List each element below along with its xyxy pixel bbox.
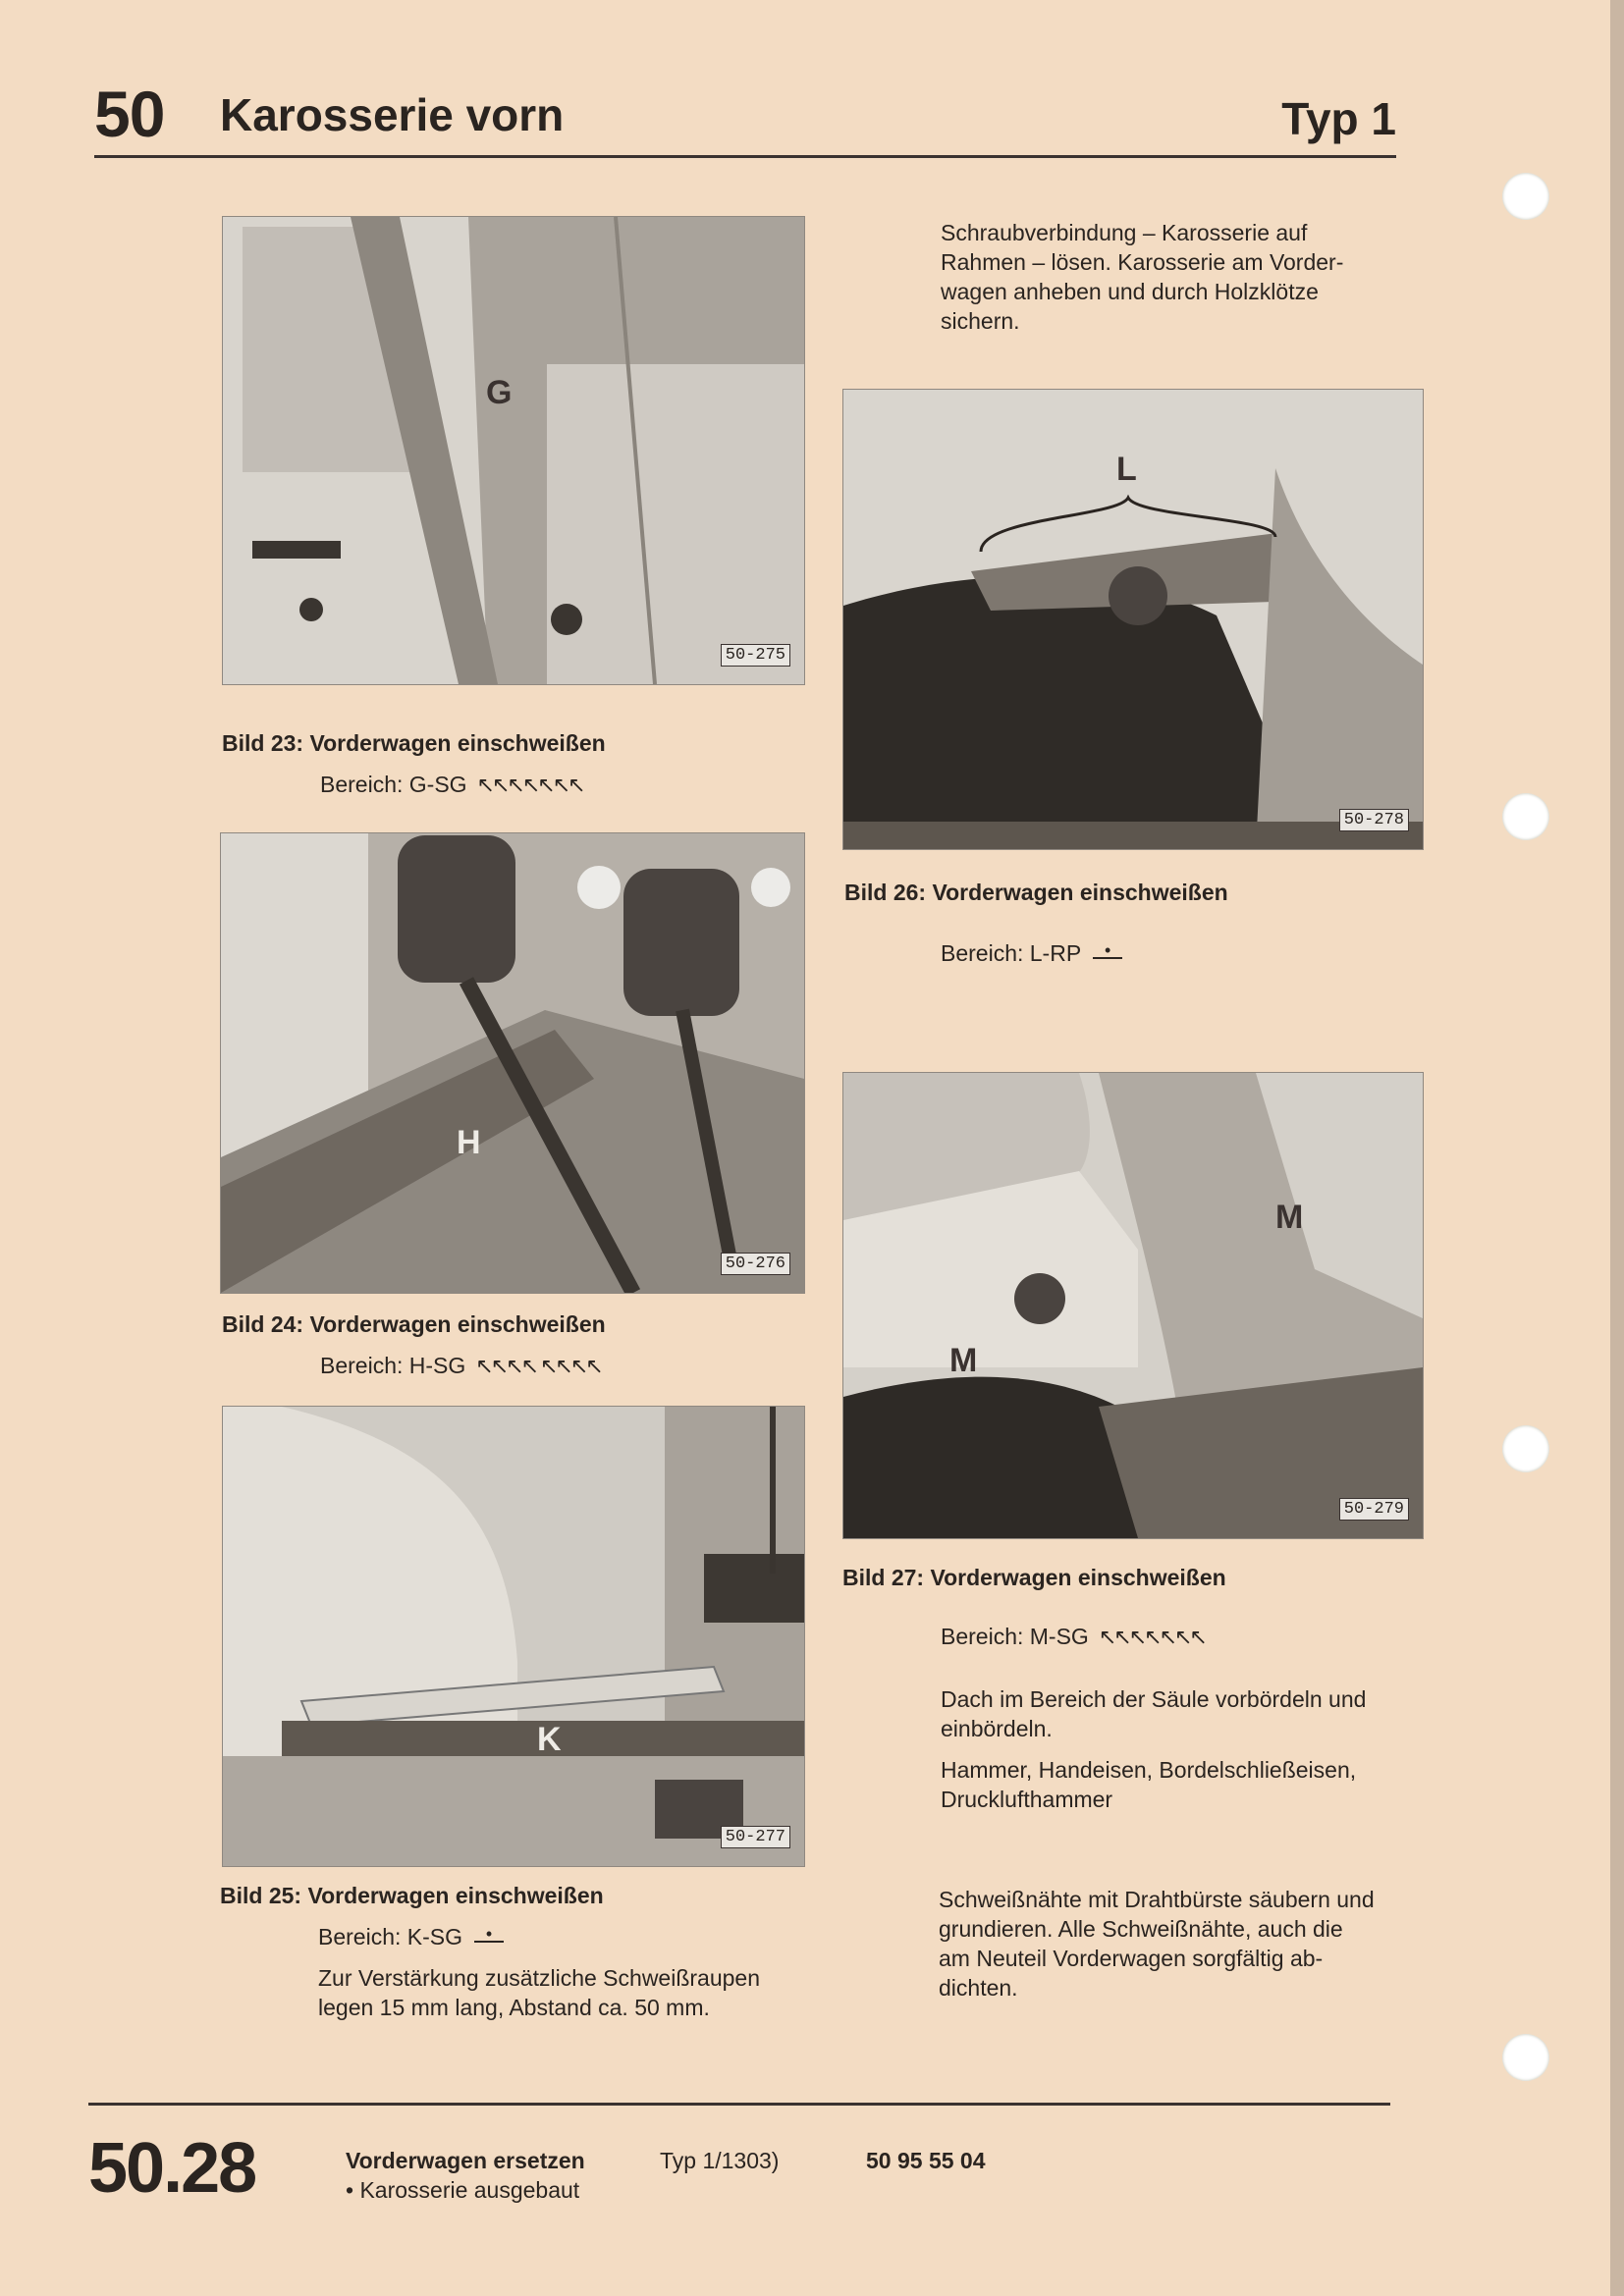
footer-model: Typ 1/1303) xyxy=(660,2148,780,2173)
seam-weld-symbol: ↖↖↖↖ ↖↖↖↖ xyxy=(475,1355,601,1379)
text-line: Schweißnähte mit Drahtbürste säubern und xyxy=(939,1887,1375,1912)
footer-title: Vorderwagen ersetzen xyxy=(346,2148,585,2173)
text-line: Zur Verstärkung zusätzliche Schweißraupen xyxy=(318,1965,760,1991)
fig27-note-1 xyxy=(941,1684,1366,1743)
photo-letter: M xyxy=(949,1342,978,1379)
spot-weld-symbol: • xyxy=(474,1927,504,1943)
photo-id: 50-277 xyxy=(721,1826,790,1848)
photo-24-illustration xyxy=(221,833,804,1293)
text-line: wagen anheben und durch Holzklötze xyxy=(941,279,1319,304)
text-line: Schraubverbindung – Karosserie auf xyxy=(941,220,1308,245)
photo-letter: L xyxy=(1116,451,1137,488)
text-line: dichten. xyxy=(939,1975,1018,2001)
text-line: Hammer, Handeisen, Bordelschließeisen, xyxy=(941,1757,1357,1783)
footer-bullet: • Karosserie ausgebaut xyxy=(346,2177,580,2203)
type-label: Typ 1 xyxy=(1281,93,1396,144)
figure-area xyxy=(320,772,583,798)
final-note xyxy=(939,1885,1375,2002)
photo-25-illustration xyxy=(223,1407,804,1866)
text-line: Rahmen – lösen. Karosserie am Vorder- xyxy=(941,249,1344,275)
figure-photo-27 xyxy=(842,1072,1424,1539)
figure-caption: Bild 27: Vorderwagen einschweißen xyxy=(842,1565,1226,1590)
fig25-note xyxy=(318,1963,760,2022)
figure-caption: Bild 25: Vorderwagen einschweißen xyxy=(220,1883,604,1908)
footer-code: 50 95 55 04 xyxy=(866,2148,986,2173)
text-line: legen 15 mm lang, Abstand ca. 50 mm. xyxy=(318,1995,710,2020)
punch-hole xyxy=(1502,1425,1549,1472)
figure-area xyxy=(320,1353,601,1379)
figure-area xyxy=(941,940,1122,967)
figure-area xyxy=(318,1924,504,1950)
figure-caption: Bild 23: Vorderwagen einschweißen xyxy=(222,730,606,756)
photo-letter: G xyxy=(486,374,513,411)
figure-photo-24 xyxy=(220,832,805,1294)
page-edge-shadow xyxy=(1610,0,1624,2296)
area-label: Bereich: K-SG xyxy=(318,1924,462,1949)
photo-letter: K xyxy=(537,1721,562,1758)
seam-weld-symbol: ↖↖↖↖↖↖↖ xyxy=(476,774,583,798)
text-line: grundieren. Alle Schweißnähte, auch die xyxy=(939,1916,1343,1942)
punch-hole xyxy=(1502,173,1549,220)
text-line: am Neuteil Vorderwagen sorgfältig ab- xyxy=(939,1946,1324,1971)
photo-id: 50-279 xyxy=(1339,1498,1409,1521)
figure-photo-23 xyxy=(222,216,805,685)
area-label: Bereich: H-SG xyxy=(320,1353,466,1378)
photo-id: 50-276 xyxy=(721,1253,790,1275)
area-label: Bereich: G-SG xyxy=(320,772,467,797)
page-number: 50.28 xyxy=(88,2129,256,2208)
photo-23-illustration xyxy=(223,217,804,684)
figure-caption: Bild 26: Vorderwagen einschweißen xyxy=(844,880,1228,905)
photo-27-illustration xyxy=(843,1073,1423,1538)
photo-letter: H xyxy=(457,1124,481,1161)
punch-hole xyxy=(1502,2034,1549,2081)
figure-caption: Bild 24: Vorderwagen einschweißen xyxy=(222,1311,606,1337)
area-label: Bereich: L-RP xyxy=(941,940,1082,966)
section-number: 50 xyxy=(94,78,165,150)
figure-photo-26 xyxy=(842,389,1424,850)
text-line: Drucklufthammer xyxy=(941,1787,1113,1812)
figure-area xyxy=(941,1624,1205,1650)
punch-hole xyxy=(1502,793,1549,840)
photo-id: 50-275 xyxy=(721,644,790,667)
photo-letter: M xyxy=(1275,1199,1304,1236)
spot-weld-symbol: • xyxy=(1093,943,1122,959)
header-rule xyxy=(94,155,1396,158)
text-line: sichern. xyxy=(941,308,1020,334)
figure-photo-25 xyxy=(222,1406,805,1867)
fig27-note-2 xyxy=(941,1755,1356,1814)
seam-weld-symbol: ↖↖↖↖↖↖↖ xyxy=(1098,1626,1205,1650)
footer-rule xyxy=(88,2103,1390,2106)
intro-text xyxy=(941,218,1343,336)
area-label: Bereich: M-SG xyxy=(941,1624,1089,1649)
photo-id: 50-278 xyxy=(1339,809,1409,831)
text-line: Dach im Bereich der Säule vorbördeln und xyxy=(941,1686,1367,1712)
section-title: Karosserie vorn xyxy=(220,89,565,140)
text-line: einbördeln. xyxy=(941,1716,1053,1741)
